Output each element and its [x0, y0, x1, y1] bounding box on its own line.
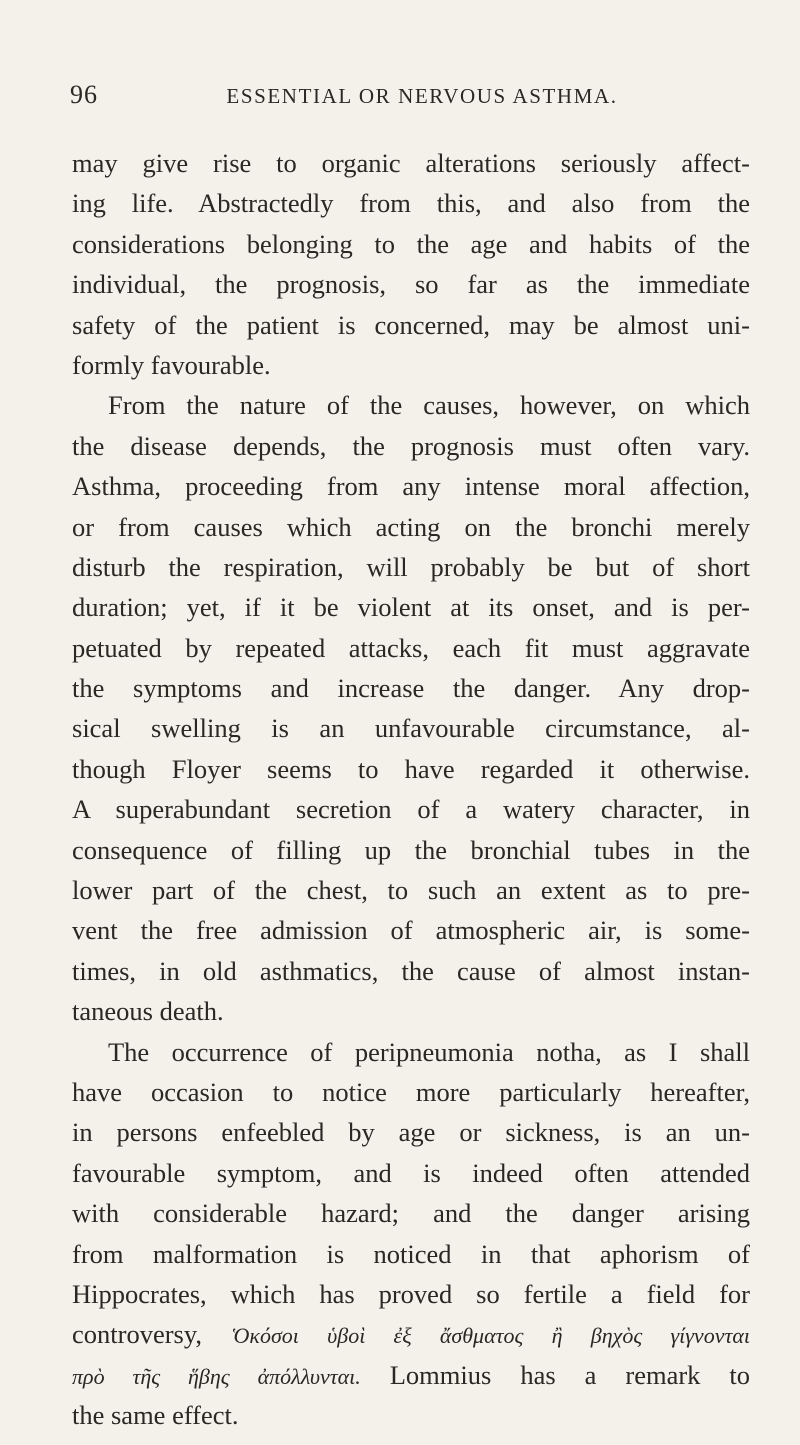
running-title: ESSENTIAL OR NERVOUS ASTHMA. — [226, 84, 618, 108]
text-line: or from causes which acting on the bronchi merely — [72, 511, 750, 542]
text-line: duration; yet, if it be violent at its onset, and is per- — [72, 592, 750, 623]
body-text — [72, 143, 750, 1436]
text-line: the symptoms and increase the danger. Any drop- — [72, 673, 750, 704]
text-line: disturb the respiration, will probably be but of short — [72, 551, 750, 582]
text-line: individual, the prognosis, so far as the immediate — [72, 269, 750, 300]
text-line: the disease depends, the prognosis must often vary. — [72, 430, 750, 461]
greek-quote: πρὸ τῆς ἥβης ἀπόλλυνται. — [72, 1363, 361, 1389]
text-line: petuated by repeated attacks, each fit must aggravate — [72, 632, 750, 663]
text-line: Asthma, proceeding from any intense moral affection, — [72, 471, 750, 502]
text-line: though Floyer seems to have regarded it otherwise. — [72, 753, 750, 784]
text-line-greek-quote — [72, 1314, 750, 1354]
text-segment: Lommius has a remark to — [389, 1359, 751, 1390]
text-line: Hippocrates, which has proved so fertile a field for — [72, 1278, 750, 1309]
text-line: have occasion to notice more particularly hereafter, — [72, 1076, 750, 1107]
text-line: taneous death. — [72, 996, 224, 1027]
text-line: with considerable hazard; and the danger arising — [72, 1198, 750, 1229]
text-line: the same effect. — [72, 1400, 239, 1431]
text-line: ing life. Abstractedly from this, and also from the — [72, 188, 750, 219]
text-segment: controversy, — [72, 1319, 203, 1350]
running-head — [70, 80, 750, 120]
page-number: 96 — [70, 80, 98, 109]
text-line: considerations belonging to the age and habits of the — [72, 228, 750, 259]
text-line: safety of the patient is concerned, may be almost uni- — [72, 309, 750, 340]
text-line: From the nature of the causes, however, on which — [108, 390, 750, 421]
text-line: vent the free admission of atmospheric air, is some- — [72, 915, 750, 946]
text-line: lower part of the chest, to such an extent as to pre- — [72, 875, 750, 906]
text-line: in persons enfeebled by age or sickness, is an un- — [72, 1117, 750, 1148]
text-line-greek-quote — [72, 1355, 750, 1395]
text-line: consequence of filling up the bronchial tubes in the — [72, 834, 750, 865]
text-line: times, in old asthmatics, the cause of almost instan- — [72, 955, 750, 986]
text-line: A superabundant secretion of a watery character, in — [72, 794, 750, 825]
text-line: sical swelling is an unfavourable circumstance, al- — [72, 713, 750, 744]
text-line: formly favourable. — [72, 349, 271, 380]
text-line: favourable symptom, and is indeed often attended — [72, 1157, 750, 1188]
text-line: may give rise to organic alterations seriously affect- — [72, 148, 750, 178]
text-line: The occurrence of peripneumonia notha, as I shall — [108, 1036, 750, 1067]
text-line: from malformation is noticed in that aphorism of — [72, 1238, 750, 1269]
greek-quote: Ὁκόσοι ὑβοὶ ἐξ ἄσθματος ἢ βηχὸς γίγνονται — [231, 1323, 750, 1349]
